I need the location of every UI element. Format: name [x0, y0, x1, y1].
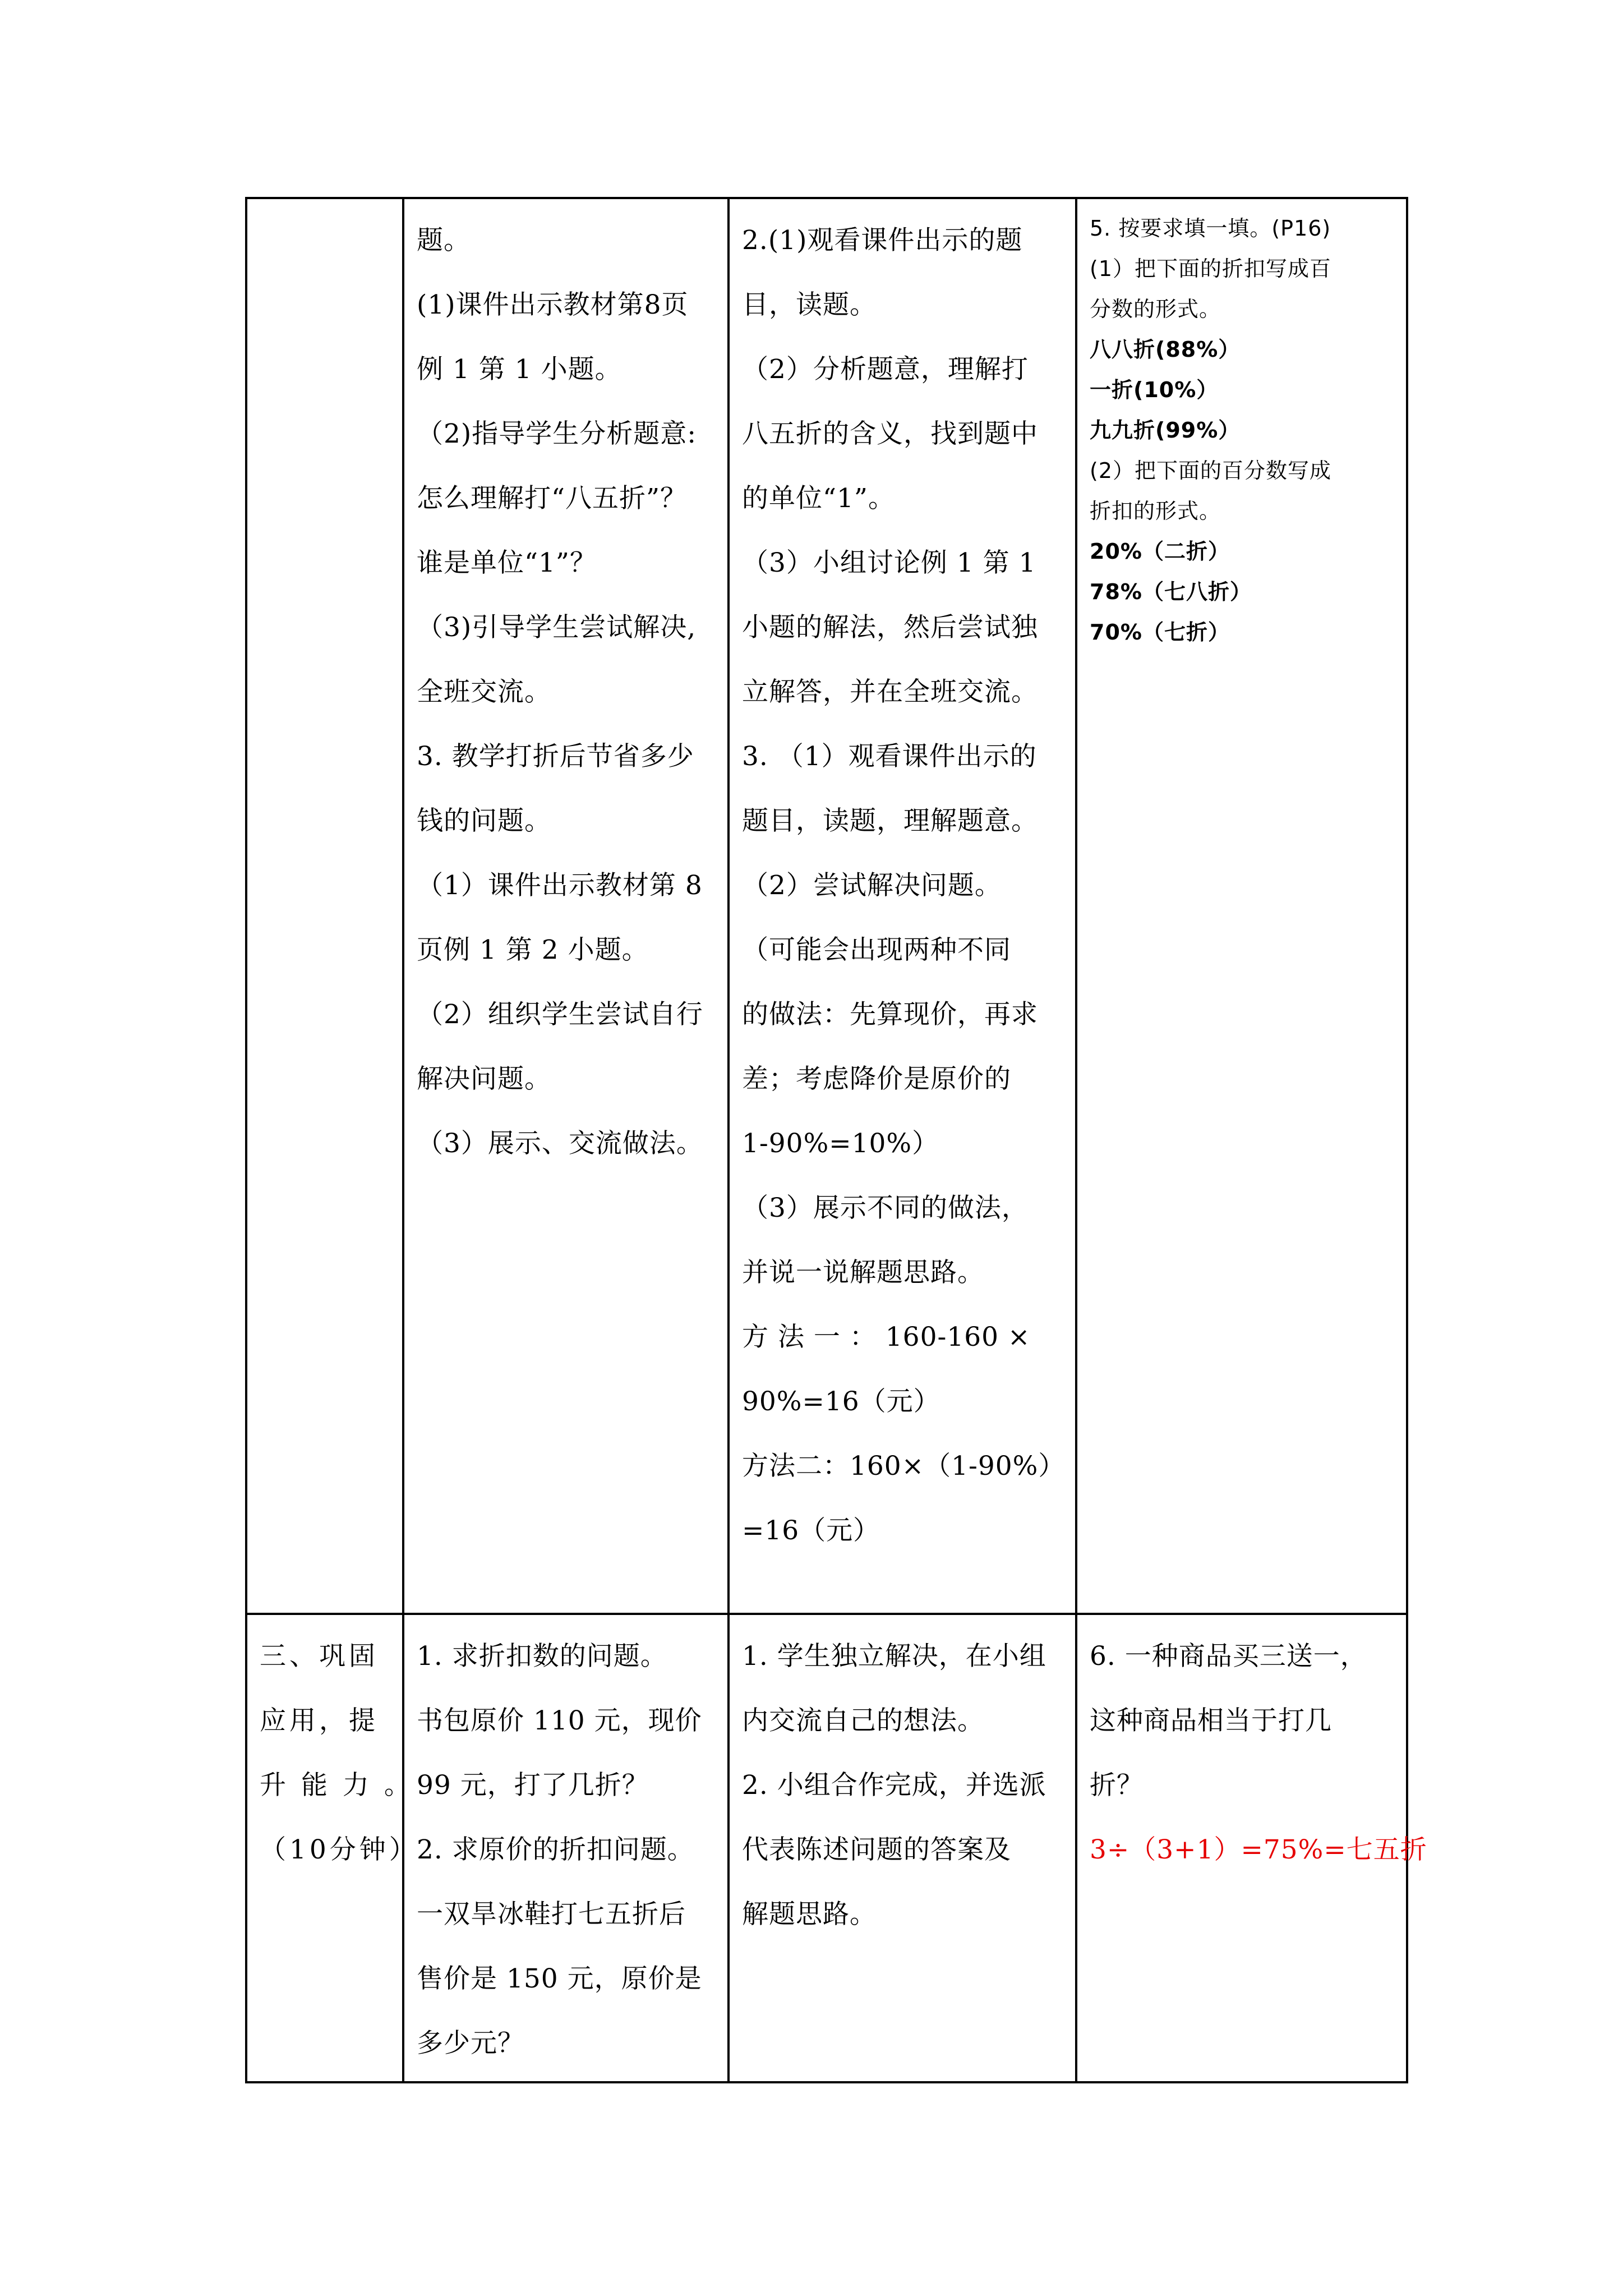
text-line: 1. 学生独立解决，在小组 [742, 1641, 1046, 1672]
text-line: 折扣的形式。 [1090, 499, 1221, 523]
text-line: （1）课件出示教材第 8 [417, 870, 703, 901]
text-line: 八八折(88%） [1090, 337, 1241, 362]
exercise-cell [1076, 1614, 1427, 2082]
text-line: 题。 [417, 225, 471, 256]
text-line: 全班交流。 [417, 677, 551, 707]
text-line: 20%（二折） [1090, 539, 1230, 564]
teacher-activity-cell [403, 1614, 728, 2082]
text-line: (2）把下面的百分数写成 [1090, 458, 1332, 483]
text-line: 页例 1 第 2 小题。 [417, 935, 649, 965]
text-line: 78%（七八折） [1090, 579, 1252, 604]
table-row [246, 198, 1407, 1614]
table-row [246, 1614, 1407, 2082]
text-line: 1-90%=10%） [742, 1128, 939, 1159]
text-line: 方 法 一 ： 160-160 × [742, 1322, 1031, 1352]
teacher-activity-cell [403, 198, 728, 1614]
text-line: 例 1 第 1 小题。 [417, 354, 622, 385]
text-line: 题目，读题，理解题意。 [742, 806, 1038, 836]
text-line: （10分钟） [260, 1834, 419, 1865]
text-line: 折？ [1090, 1770, 1144, 1801]
stage-cell [246, 1614, 419, 2082]
text-line: （2）尝试解决问题。 [742, 870, 1002, 901]
exercise-cell [1076, 198, 1407, 1614]
text-line: （2）分析题意，理解打 [742, 354, 1029, 385]
text-line: （3）展示、交流做法。 [417, 1128, 703, 1159]
text-line: （3）展示不同的做法， [742, 1193, 1029, 1223]
stage-cell [246, 198, 403, 1614]
text-line: 三、巩固 [260, 1641, 379, 1672]
text-line: 一折(10%） [1090, 378, 1219, 402]
text-line: 99 元，打了几折？ [417, 1770, 649, 1801]
text-line: 解决问题。 [417, 1064, 551, 1094]
text-line: 多少元？ [417, 2028, 524, 2059]
student-activity-cell [728, 198, 1076, 1614]
text-line: 3. 教学打折后节省多少 [417, 741, 694, 772]
text-line: 的单位“1”。 [742, 483, 895, 514]
text-line: 2. 小组合作完成，并选派 [742, 1770, 1046, 1801]
text-line: 这种商品相当于打几 [1090, 1705, 1332, 1736]
text-line: 售价是 150 元，原价是 [417, 1963, 702, 1994]
text-line: 方法二：160×（1-90%） [742, 1451, 1066, 1481]
text-line: 升 能 力 。 [260, 1770, 414, 1801]
text-line: 1. 求折扣数的问题。 [417, 1641, 667, 1672]
text-line: 目，读题。 [742, 289, 877, 320]
student-activity-cell [728, 1614, 1076, 2082]
text-line: 一双旱冰鞋打七五折后 [417, 1899, 686, 1930]
text-line: =16（元） [742, 1515, 880, 1546]
text-line: 分数的形式。 [1090, 297, 1221, 321]
text-line: 2. 求原价的折扣问题。 [417, 1834, 694, 1865]
text-line: 内交流自己的想法。 [742, 1705, 984, 1736]
text-line: 差；考虑降价是原价的 [742, 1064, 1011, 1094]
lesson-plan-table [245, 197, 1427, 2083]
text-line: 九九折(99%） [1090, 418, 1241, 443]
text-line: 怎么理解打“八五折”？ [417, 483, 688, 514]
text-line: 5. 按要求填一填。(P16) [1090, 216, 1331, 241]
text-line: 立解答，并在全班交流。 [742, 677, 1038, 707]
text-line: （可能会出现两种不同 [742, 935, 1011, 965]
text-line: 钱的问题。 [417, 806, 551, 836]
text-line: 解题思路。 [742, 1899, 877, 1930]
text-line: （2）组织学生尝试自行 [417, 999, 703, 1030]
text-line: 70%（七折） [1090, 620, 1230, 645]
text-line: 2.(1)观看课件出示的题 [742, 225, 1023, 256]
text-line: (1)课件出示教材第8页 [417, 289, 689, 320]
text-line: 应用，提 [260, 1705, 379, 1736]
text-line: 书包原价 110 元，现价 [417, 1705, 702, 1736]
text-line: （3）小组讨论例 1 第 1 [742, 547, 1036, 578]
text-line: （3)引导学生尝试解决, [417, 612, 697, 643]
answer-text: 3÷（3+1）=75%=七五折 [1090, 1834, 1427, 1865]
text-line: 八五折的含义，找到题中 [742, 418, 1038, 449]
text-line: 谁是单位“1”？ [417, 547, 597, 578]
text-line: （2)指导学生分析题意: [417, 418, 697, 449]
text-line: 90%=16（元） [742, 1386, 940, 1417]
text-line: 的做法：先算现价，再求 [742, 999, 1038, 1030]
text-line: 6. 一种商品买三送一， [1090, 1641, 1367, 1672]
text-line: (1）把下面的折扣写成百 [1090, 256, 1332, 281]
text-line: 代表陈述问题的答案及 [742, 1834, 1011, 1865]
text-line: 小题的解法，然后尝试独 [742, 612, 1038, 643]
text-line: 并说一说解题思路。 [742, 1257, 984, 1288]
text-line: 3. （1）观看课件出示的 [742, 741, 1037, 772]
